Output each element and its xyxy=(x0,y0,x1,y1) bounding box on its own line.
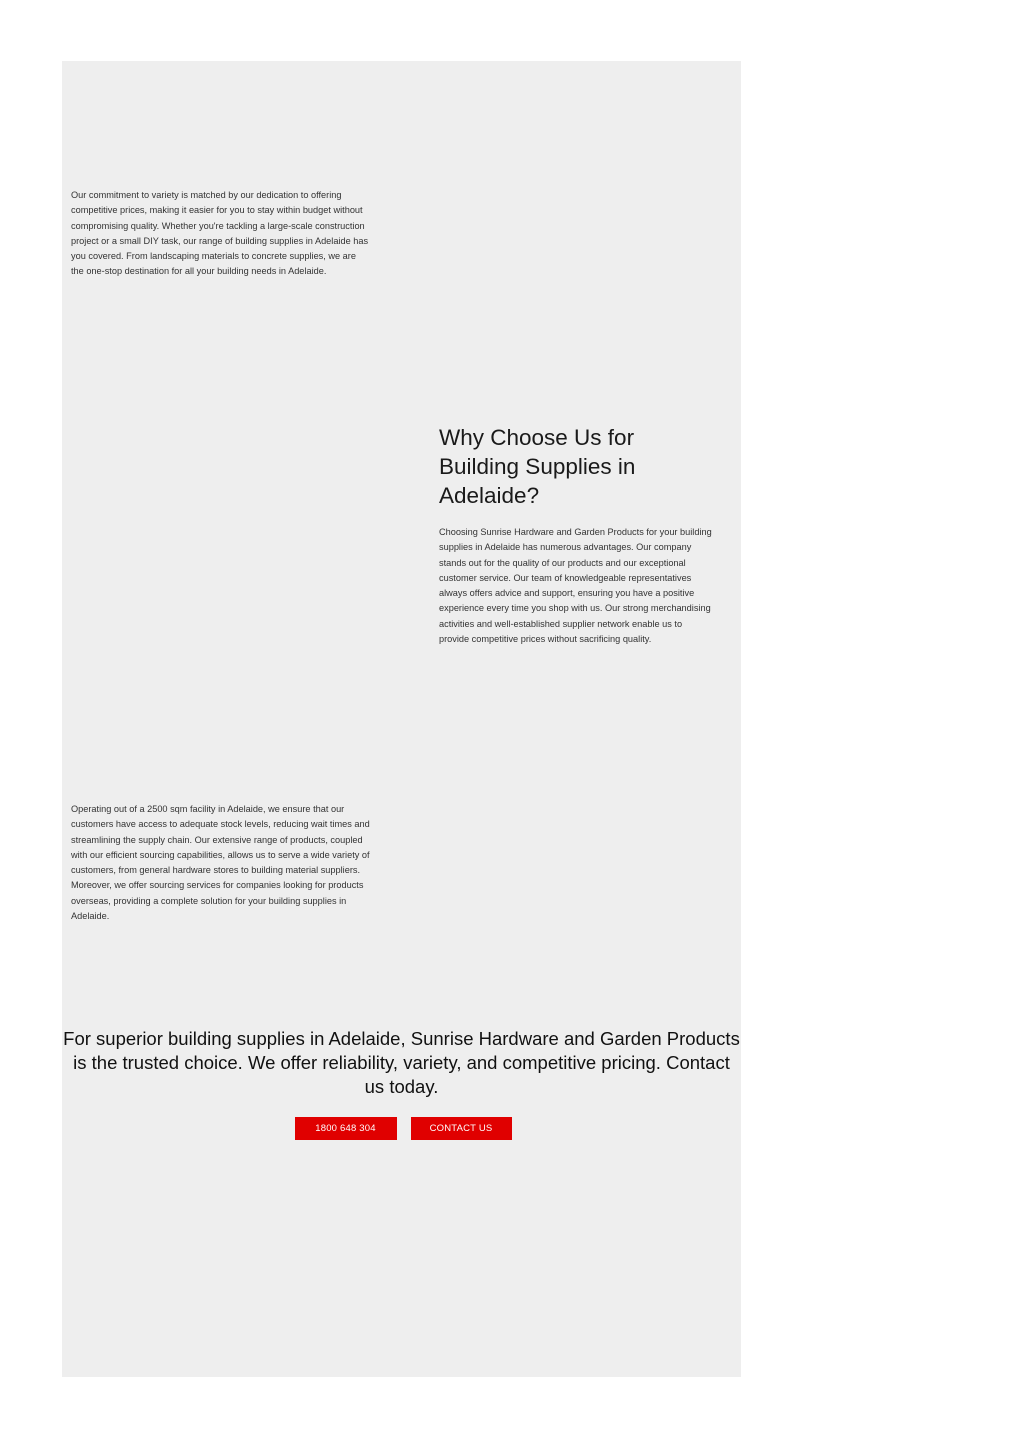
variety-paragraph: Our commitment to variety is matched by our dedication to offering competitive prices, making it easier for you to stay within budget without compromising quality. Whether you're tackling a large-scale construction project or a small DIY task, our range of building supplies in Adelaide has you covered. From landscaping materials to concrete supplies, we are the one-stop destination for all your building needs in Adelaide. xyxy=(71,190,369,277)
operating-paragraph: Operating out of a 2500 sqm facility in Adelaide, we ensure that our customers have access to adequate stock levels, reducing wait times and streamlining the supply chain. Our extensive range of products, coupled with our efficient sourcing capabilities, allows us to serve a wide variety of customers, from general hardware stores to building material suppliers. Moreover, we offer sourcing services for companies looking for products overseas, providing a complete solution for your building supplies in Adelaide. xyxy=(71,804,370,922)
why-choose-heading: Why Choose Us for Building Supplies in Adelaide? xyxy=(439,425,636,508)
contact-us-button[interactable]: CONTACT US xyxy=(411,1117,512,1140)
phone-button[interactable]: 1800 648 304 xyxy=(295,1117,397,1140)
cta-button-group xyxy=(62,1117,741,1140)
cta-heading: For superior building supplies in Adelaide, Sunrise Hardware and Garden Products is the trusted choice. We offer reliability, variety, and competitive pricing. Contact us today. xyxy=(63,1028,740,1097)
content-panel xyxy=(62,61,741,1377)
why-choose-paragraph: Choosing Sunrise Hardware and Garden Products for your building supplies in Adelaide has numerous advantages. Our company stands out for the quality of our products and our exceptional customer service. Our team of knowledgeable representatives always offers advice and support, ensuring you have a positive experience every time you shop with us. Our strong merchandising activities and well-established supplier network enable us to provide competitive prices without sacrificing quality. xyxy=(439,527,712,645)
